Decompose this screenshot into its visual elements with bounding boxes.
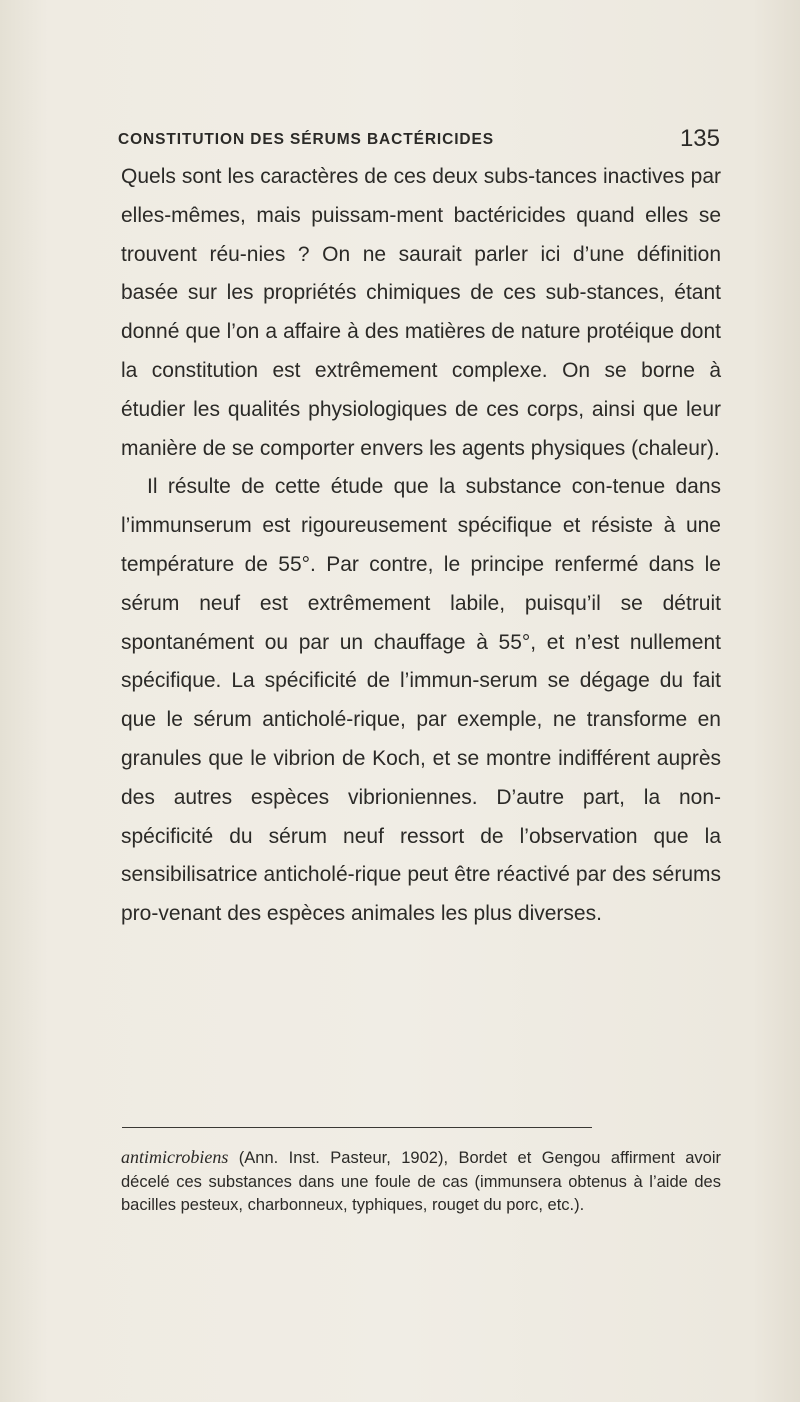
body-text	[121, 158, 721, 934]
footnote	[121, 1146, 721, 1218]
page-number: 135	[679, 125, 720, 152]
footnote-text: (Ann. Inst. Pasteur, 1902), Bordet et Gengou affirment avoir décelé ces substances dans une foule de cas (immunsera obtenus à l’aide des bacilles pesteux, charbonneux, typhiques, rouget du porc, etc.).	[121, 1149, 721, 1214]
paragraph-2: Il résulte de cette étude que la substance con-tenue dans l’immunserum est rigoureusement spécifique et résiste à une température de 55°. Par contre, le principe renfermé dans le sérum neuf est extrêmement labile, puisqu’il se détruit spontanément ou par un chauffage à 55°, et n’est nullement spécifique. La spécificité de l’immun-serum se dégage du fait que le sérum anticholé-rique, par exemple, ne transforme en granules que le vibrion de Koch, et se montre indifférent auprès des autres espèces vibrioniennes. D’autre part, la non-spécificité du sérum neuf ressort de l’observation que la sensibilisatrice anticholé-rique peut être réactivé par des sérums pro-venant des espèces animales les plus diverses.	[121, 475, 721, 926]
footnote-divider	[122, 1127, 592, 1128]
running-title: CONSTITUTION DES SÉRUMS BACTÉRICIDES	[118, 131, 495, 148]
footnote-lead: antimicrobiens	[121, 1147, 229, 1167]
paragraph-1: Quels sont les caractères de ces deux subs-tances inactives par elles-mêmes, mais puissam-ment bactéricides quand elles se trouvent réu-nies ? On ne saurait parler ici d’une définition basée sur les propriétés chimiques de ces sub-stances, étant donné que l’on a affaire à des matières de nature protéique dont la constitution est extrêmement complexe. On se borne à étudier les qualités physiologiques de ces corps, ainsi que leur manière de se comporter envers les agents physiques (chaleur).	[121, 165, 721, 460]
running-head	[118, 127, 720, 157]
